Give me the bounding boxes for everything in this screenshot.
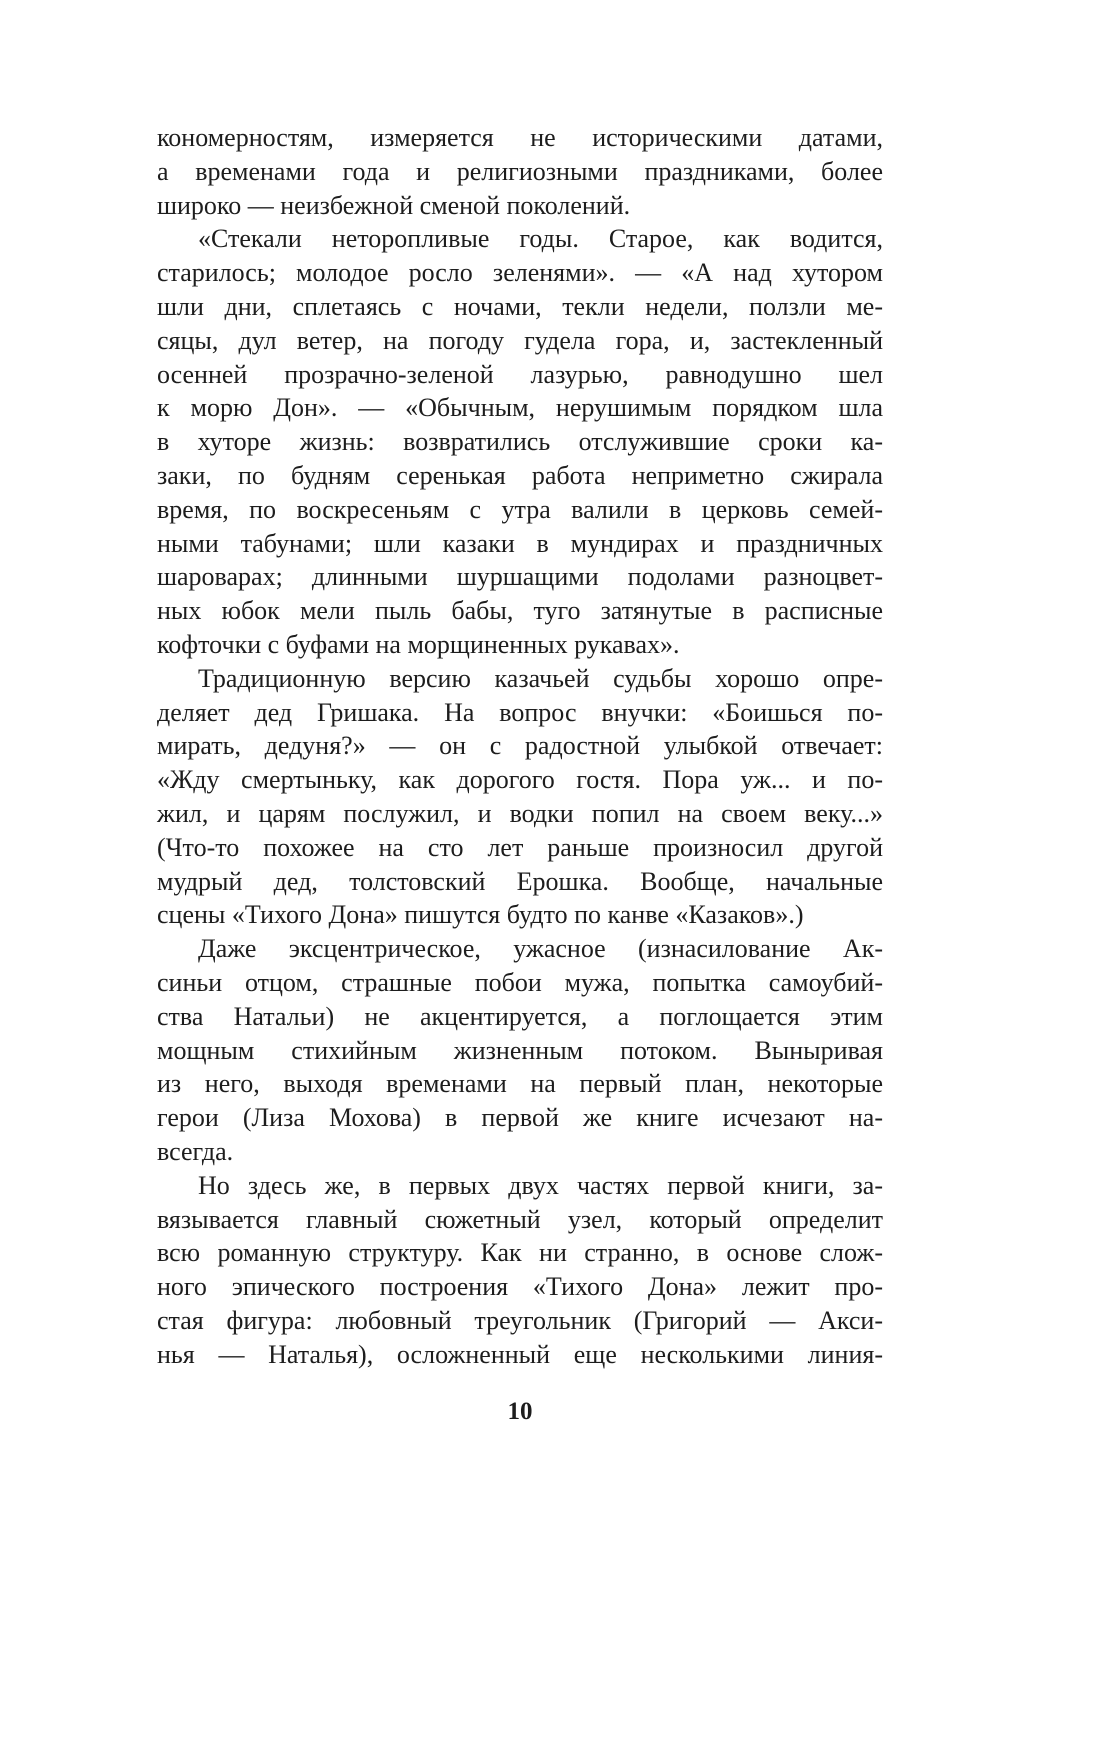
text-line: кономерностям, измеряется не историческими датами,	[157, 123, 883, 152]
text-line: сцены «Тихого Дона» пишутся будто по канве «Казаков».)	[157, 900, 804, 930]
text-line: Даже эксцентрическое, ужасное (изнасилование Ак-	[198, 934, 883, 964]
text-line: старилось; молодое росло зеленями». — «А над хутором	[157, 258, 883, 288]
text-line: широко — неизбежной сменой поколений.	[157, 190, 631, 220]
paragraph	[157, 1169, 883, 1372]
text-line: ными табунами; шли казаки в мундирах и праздничных	[157, 528, 883, 558]
text-line: «Жду смертыньку, как дорогого гостя. Пора уж... и по-	[157, 765, 883, 795]
text-line: в хуторе жизнь: возвратились отслужившие сроки ка-	[157, 427, 883, 457]
text-line: сяцы, дул ветер, на погоду гудела гора, и, застекленный	[157, 325, 883, 355]
text-line: Но здесь же, в первых двух частях первой книги, за-	[198, 1170, 883, 1200]
text-line: (Что-то похожее на сто лет раньше произносил другой	[157, 832, 883, 862]
text-line: к морю Дон». — «Обычным, нерушимым порядком шла	[157, 393, 883, 423]
text-line: мощным стихийным жизненным потоком. Выныривая	[157, 1035, 883, 1065]
text-line: осенней прозрачно-зеленой лазурью, равнодушно шел	[157, 359, 883, 389]
text-line: шли дни, сплетаясь с ночами, текли недели, ползли ме-	[157, 291, 883, 321]
text-line: ных юбок мели пыль бабы, туго затянутые в расписные	[157, 596, 883, 626]
text-line: стая фигура: любовный треугольник (Григорий — Акси-	[157, 1305, 883, 1335]
text-line: нья — Наталья), осложненный еще несколькими линия-	[157, 1339, 883, 1369]
text-line: ного эпического построения «Тихого Дона» лежит про-	[157, 1272, 883, 1302]
paragraph	[157, 222, 883, 661]
paragraph	[157, 121, 883, 222]
text-line: жил, и царям послужил, и водки попил на своем веку...»	[157, 798, 883, 828]
paragraph	[157, 932, 883, 1169]
text-line: Традиционную версию казачьей судьбы хорошо опре-	[198, 663, 883, 693]
text-line: время, по воскресеньям с утра валили в церковь семей-	[157, 494, 883, 524]
text-line: заки, по будням серенькая работа неприметно сжирала	[157, 460, 883, 490]
text-line: мирать, дедуня?» — он с радостной улыбкой отвечает:	[157, 731, 883, 761]
text-line: ства Натальи) не акцентируется, а поглощается этим	[157, 1001, 883, 1031]
page-number: 10	[507, 1398, 533, 1425]
paragraph	[157, 662, 883, 932]
text-line: синьи отцом, страшные побои мужа, попытка самоубий-	[157, 967, 883, 997]
text-line: всегда.	[157, 1136, 234, 1166]
text-line: герои (Лиза Мохова) в первой же книге исчезают на-	[157, 1103, 883, 1133]
text-line: всю романную структуру. Как ни странно, в основе слож-	[157, 1238, 883, 1268]
text-line: деляет дед Гришака. На вопрос внучки: «Боишься по-	[157, 697, 883, 727]
text-line: из него, выходя временами на первый план, некоторые	[157, 1069, 883, 1099]
text-block	[157, 121, 883, 1371]
text-line: шароварах; длинными шуршащими подолами разноцвет-	[157, 562, 883, 592]
text-line: мудрый дед, толстовский Ерошка. Вообще, начальные	[157, 866, 883, 896]
text-line: вязывается главный сюжетный узел, который определит	[157, 1204, 883, 1234]
text-line: «Стекали неторопливые годы. Старое, как водится,	[198, 224, 883, 254]
text-line: а временами года и религиозными праздниками, более	[157, 156, 883, 186]
text-line: кофточки с буфами на морщиненных рукавах».	[157, 629, 680, 659]
